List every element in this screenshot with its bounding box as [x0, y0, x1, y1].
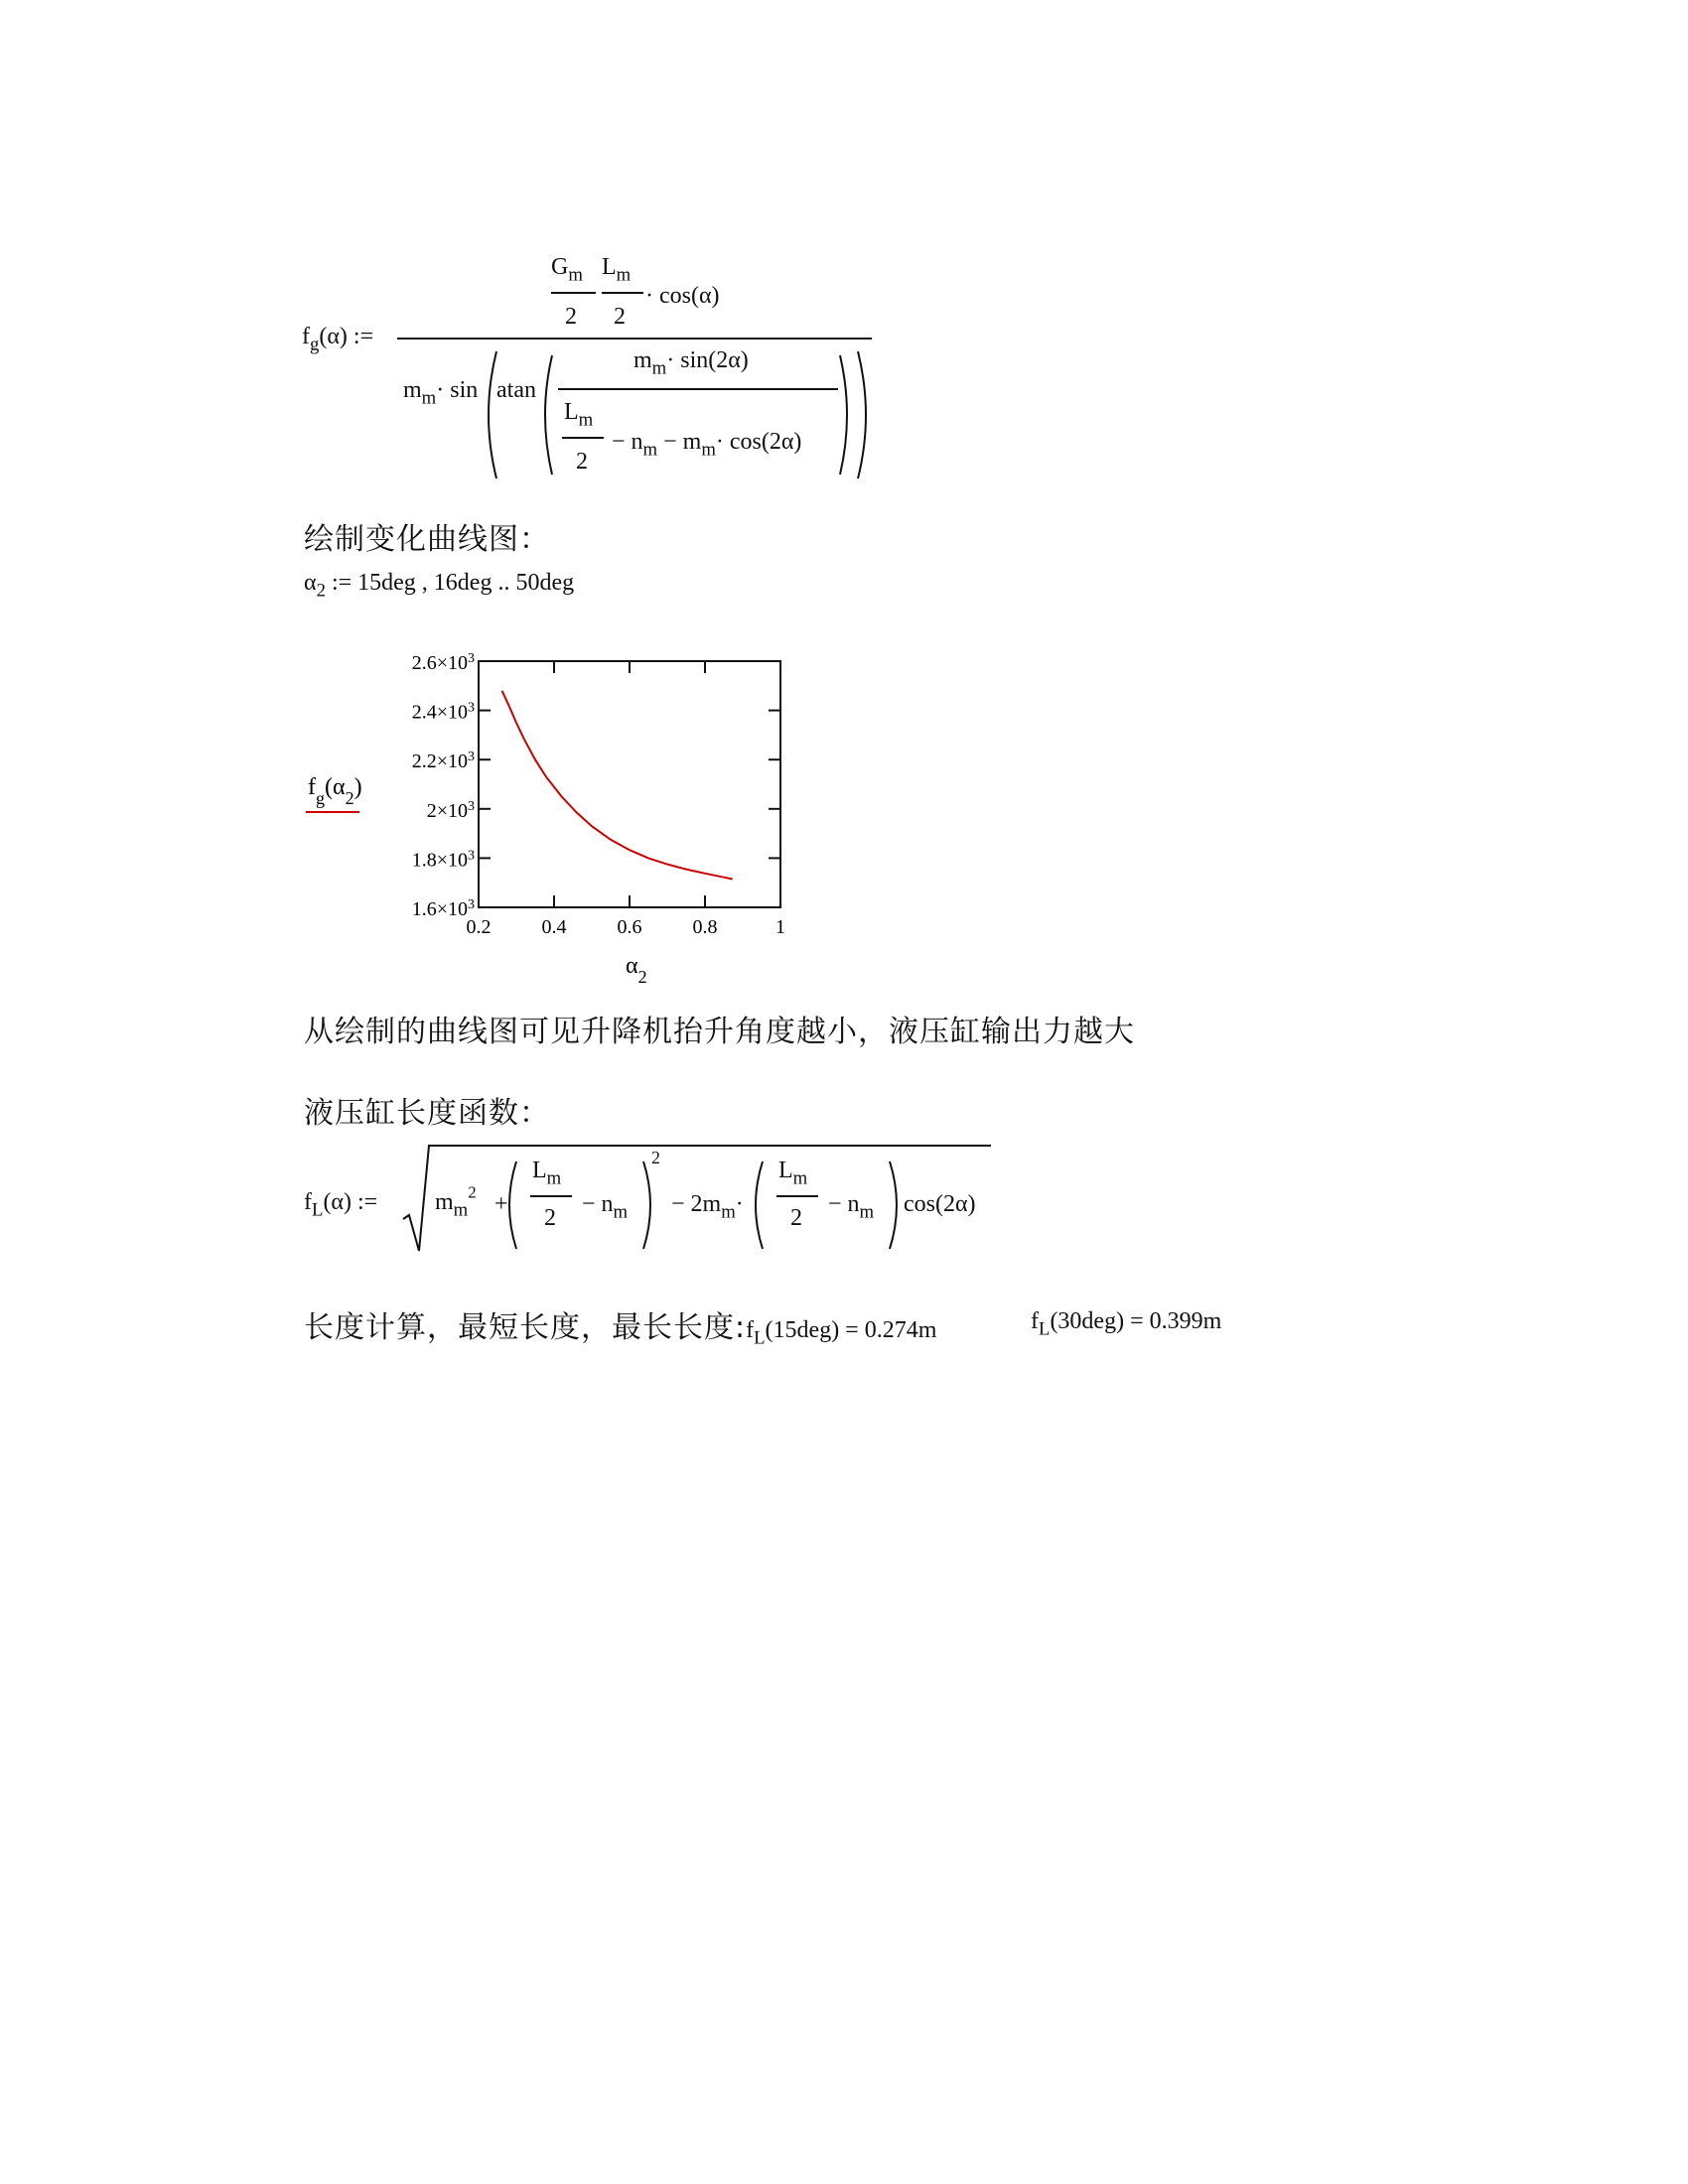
y-tick-label: $2.2\times 10^3$ [411, 749, 475, 773]
range-definition: $\alpha_2$ := 15deg , 16deg .. 50deg [304, 570, 575, 602]
fg-main-bar [397, 338, 872, 340]
x-tick-labels [467, 916, 786, 938]
fg-inner-L-den: 2 [576, 449, 588, 475]
fl-L1-den: 2 [544, 1205, 556, 1231]
conclusion-text: 从绘制的曲线图可见升降机抬升角度越小，液压缸输出力越大 [304, 1015, 1135, 1049]
y-tick-label: $1.8\times 10^3$ [411, 847, 475, 872]
fl-L2: $L_m$ [778, 1158, 808, 1189]
fl-lhs: $f_L(\alpha)$ := [304, 1189, 378, 1221]
length-calc-label: 长度计算，最短长度，最长长度: [304, 1310, 747, 1345]
fl-n1: − $n_m$ [582, 1191, 629, 1223]
series-line [502, 691, 733, 880]
fl-L1-bar [530, 1195, 572, 1197]
fg-num-G-bar [551, 292, 596, 294]
fg-num-G: $G_m$ [551, 254, 583, 286]
length-calc-line [304, 1302, 937, 1349]
fg-lhs: $f_g(\alpha)$ := [302, 324, 374, 355]
y-tick-labels [412, 651, 475, 921]
fg-inner-L: $L_m$ [564, 399, 594, 431]
fl-n2: − $n_m$ [828, 1191, 875, 1223]
fg-chart [288, 645, 824, 1003]
fl-L2-bar [776, 1195, 818, 1197]
fl-term-m: $m_m^2$ [435, 1182, 477, 1221]
plot-frame [479, 661, 780, 907]
fl-cos: cos(2α) [904, 1191, 976, 1217]
result-max-length: $f_L(30deg) = 0.399m$ [1031, 1308, 1222, 1340]
fg-inner-num: $m_m\cdot \sin(2\alpha)$ [633, 347, 749, 379]
fg-den-atan: atan [496, 377, 536, 403]
fg-num-L: $L_m$ [602, 254, 632, 286]
fl-L1: $L_m$ [532, 1158, 562, 1189]
fl-2m: − $2m_m\cdot$ [671, 1191, 744, 1223]
x-tick-label: 0.6 [617, 916, 642, 938]
result-min-length: $f_L(15deg) = 0.274m$ [746, 1317, 937, 1349]
x-tick-label: 1 [775, 916, 785, 938]
y-tick-label: $2.6\times 10^3$ [411, 650, 475, 674]
fg-num-L-bar [602, 292, 643, 294]
x-tick-label: 0.2 [466, 916, 492, 938]
fl-plus: + [494, 1191, 508, 1217]
fg-inner-den-rest: − $n_m - m_m\cdot \cos(2\alpha)$ [612, 429, 802, 461]
fl-L2-den: 2 [790, 1205, 802, 1231]
heading-plot: 绘制变化曲线图： [304, 522, 550, 557]
chart-ticks [479, 661, 780, 907]
y-tick-label: $2\times 10^3$ [426, 798, 475, 822]
fg-inner-L-bar [562, 437, 604, 439]
x-tick-label: 0.8 [692, 916, 718, 938]
fg-num-L-den: 2 [614, 304, 626, 330]
fl-square: 2 [651, 1148, 660, 1167]
fg-num-cos: · cos(α) [645, 283, 720, 309]
x-axis-label: $\alpha_2$ [626, 953, 647, 987]
fg-inner-bar [558, 388, 838, 390]
y-axis-label: $f_g(\alpha_2)$ [308, 774, 362, 808]
fg-num-G-den: 2 [565, 304, 577, 330]
y-tick-label: $2.4\times 10^3$ [411, 700, 475, 724]
x-tick-label: 0.4 [541, 916, 567, 938]
heading-length: 液压缸长度函数： [304, 1096, 550, 1131]
fg-den-m: $m_m\cdot \sin$ [403, 377, 479, 409]
y-tick-label: $1.6\times 10^3$ [411, 896, 475, 920]
